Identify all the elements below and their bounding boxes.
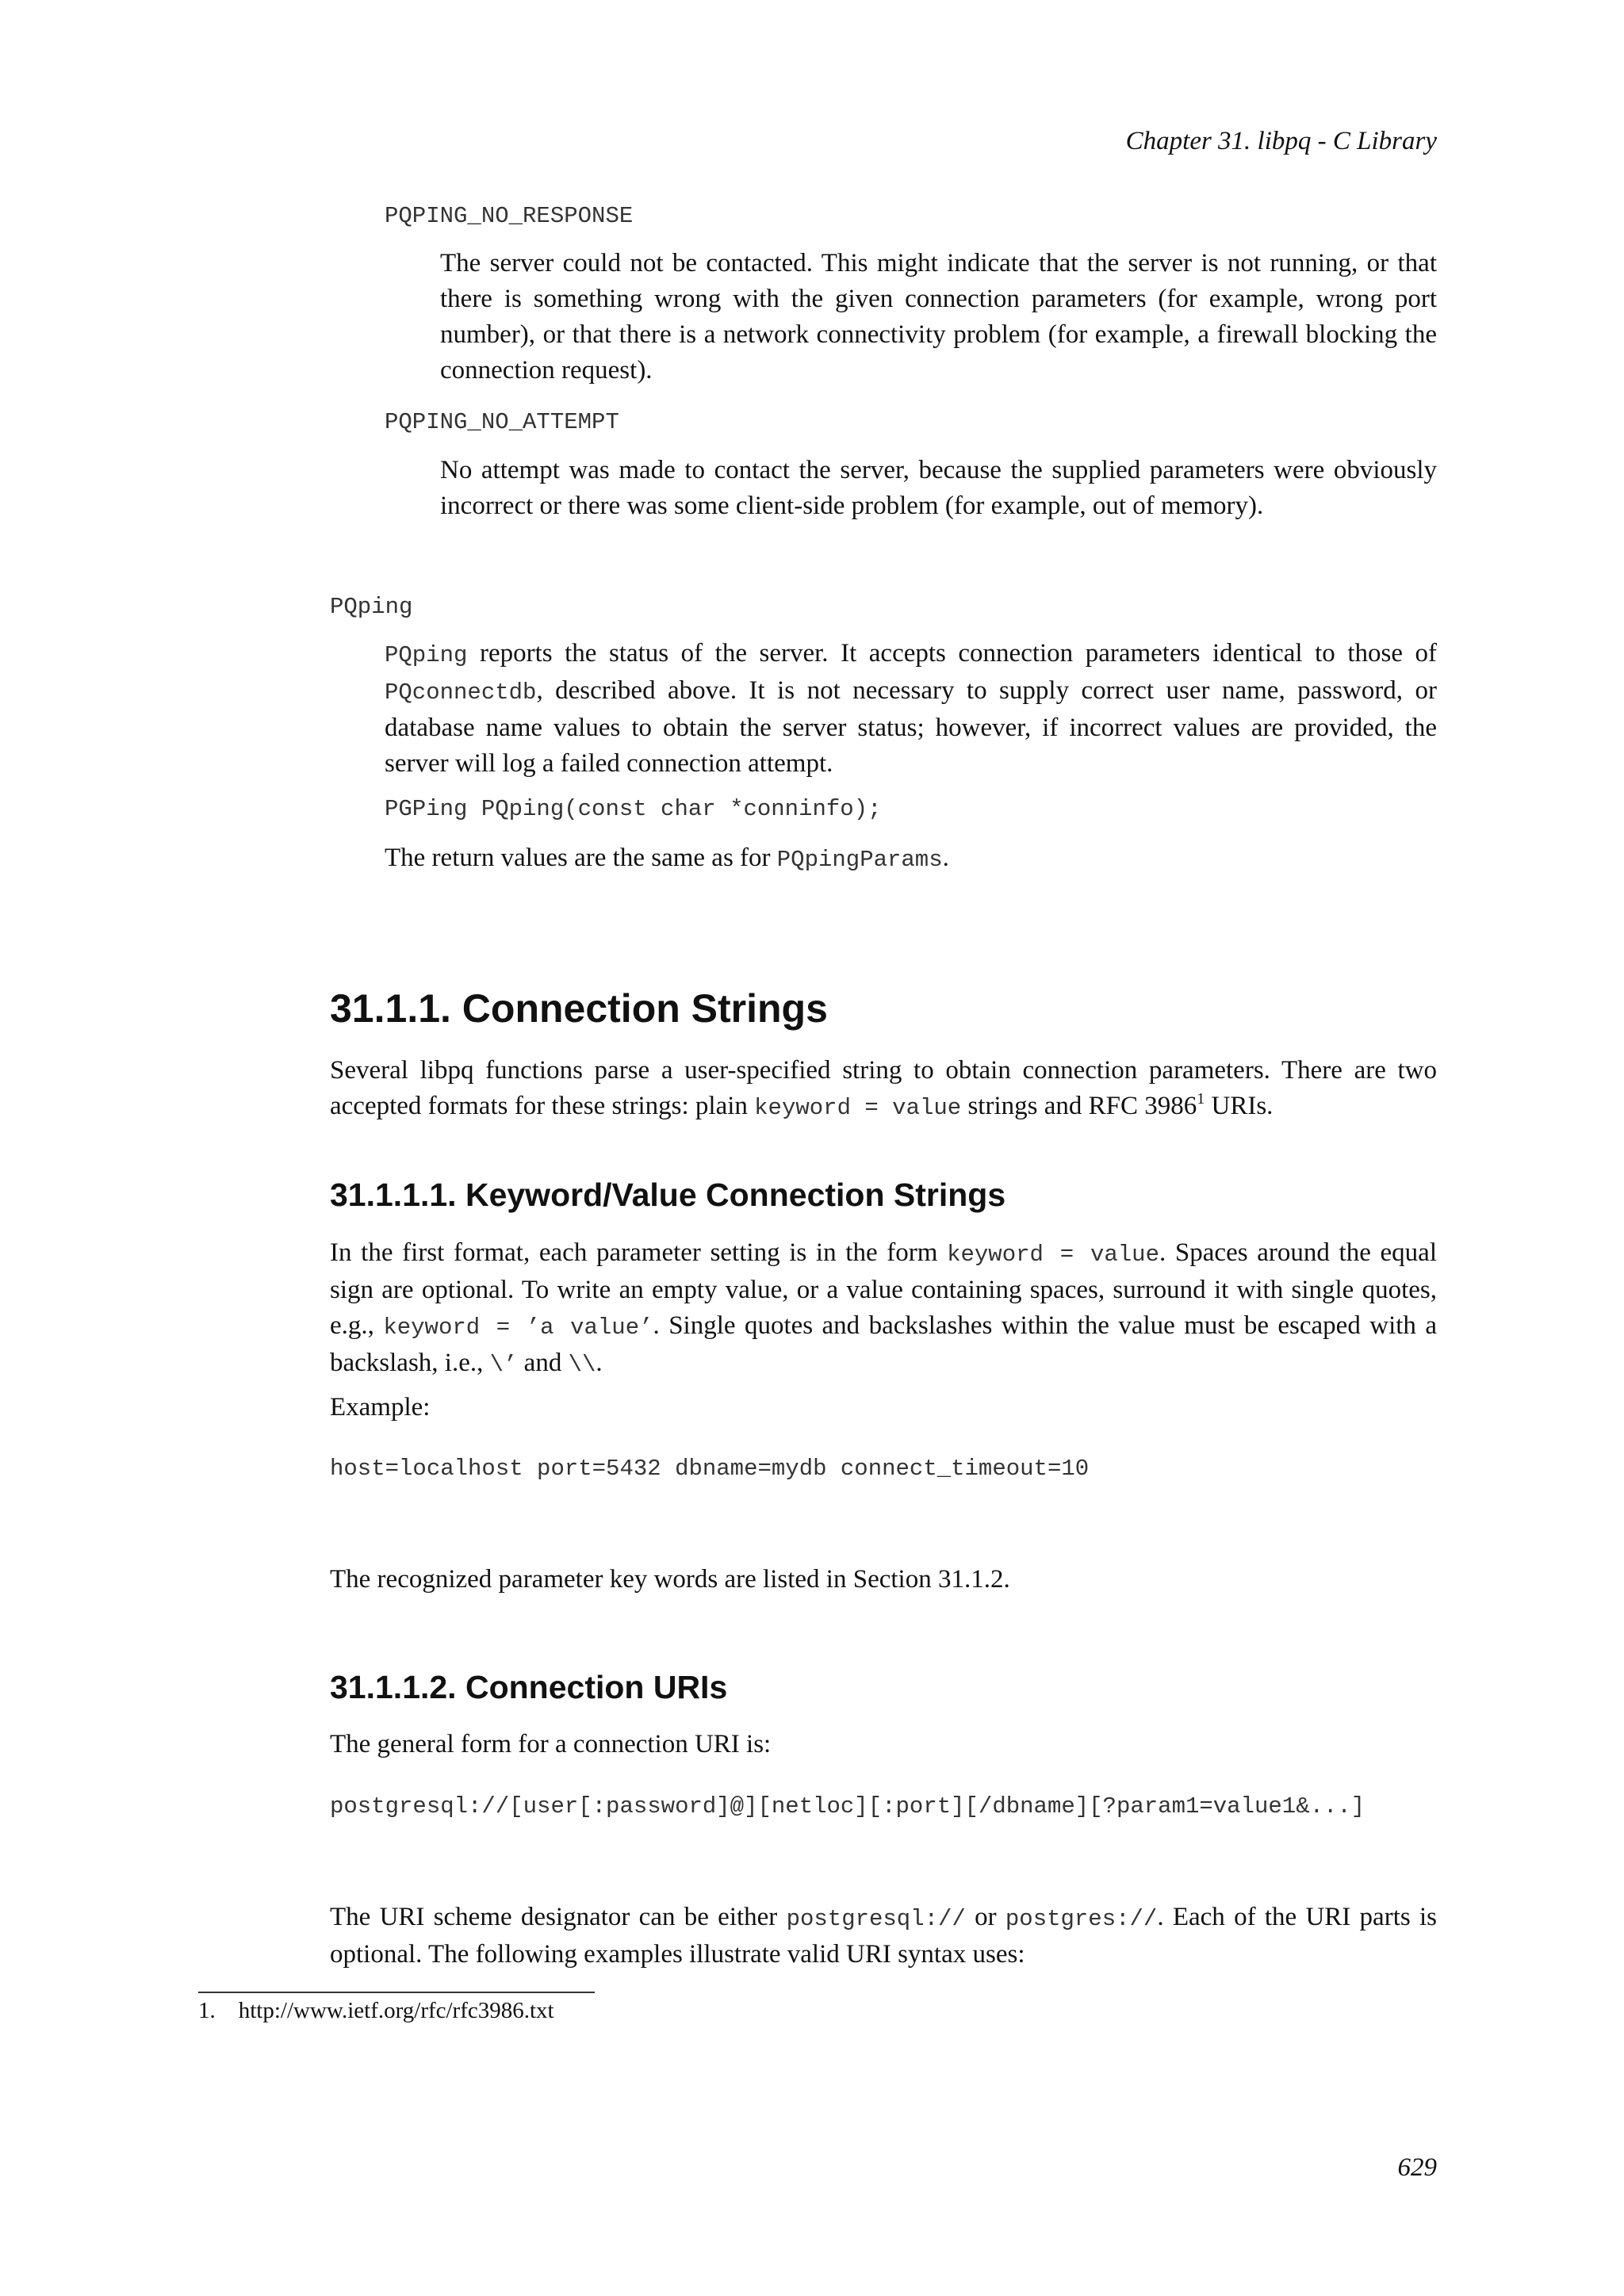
example-label: Example: [330, 1393, 431, 1422]
inline-code: PQpingParams [776, 847, 943, 873]
paragraph-pqping-return: The return values are the same as for PQpingParams. [385, 844, 949, 873]
inline-code: keyword = ’a value’ [383, 1314, 653, 1341]
inline-code: \’ [489, 1352, 518, 1378]
paragraph-uri-scheme: The URI scheme designator can be either postgresql:// or postgres://. Each of the URI parts is optional. The following examples illustrate valid URI syntax uses: [330, 1903, 1437, 1969]
footnote-text[interactable]: 1. http://www.ietf.org/rfc/rfc3986.txt [198, 1998, 554, 2023]
footnote-ref[interactable]: 1 [1197, 1090, 1205, 1108]
inline-code: \\ [568, 1352, 596, 1378]
term-pqping-no-attempt: PQPING_NO_ATTEMPT [385, 409, 619, 435]
section-heading-31-1-1-1: 31.1.1.1. Keyword/Value Connection Strings [330, 1177, 1006, 1213]
chapter-header: Chapter 31. libpq - C Library [1125, 127, 1437, 155]
inline-code: postgres:// [1005, 1906, 1158, 1932]
pqping-signature: PGPing PQping(const char *conninfo); [385, 796, 882, 822]
section-heading-31-1-1: 31.1.1. Connection Strings [330, 986, 828, 1031]
inline-code: postgresql:// [786, 1906, 966, 1932]
paragraph-pqping: PQping reports the status of the server. It accepts connection parameters identical to those of PQconnectdb, described above. It is not necessary to supply correct user name, password, or database name values to obtain the server status; however, if incorrect values are provided, the server will log a failed connection attempt. [385, 639, 1437, 778]
term-pqping-no-response: PQPING_NO_RESPONSE [385, 203, 634, 229]
page-number: 629 [1397, 2153, 1437, 2182]
paragraph-no-response: The server could not be contacted. This might indicate that the server is not running, or that there is something wrong with the given connection parameters (for example, wrong port number), or that there is a network connectivity problem (for example, a firewall blocking the connection request). [440, 249, 1437, 385]
uri-code: postgresql://[user[:password]@][netloc][:port][/dbname][?param1=value1&...] [330, 1793, 1365, 1820]
paragraph-uri-general-form: The general form for a connection URI is: [330, 1730, 772, 1758]
inline-code: keyword = value [947, 1242, 1159, 1268]
paragraph-no-attempt: No attempt was made to contact the server, because the supplied parameters were obviously incorrect or there was some client-side problem (for example, out of memory). [440, 456, 1437, 520]
section-heading-31-1-1-2: 31.1.1.2. Connection URIs [330, 1669, 728, 1705]
footnote-rule [198, 1992, 595, 1993]
example-code: host=localhost port=5432 dbname=mydb connect_timeout=10 [330, 1456, 1090, 1482]
inline-code: PQping [385, 642, 468, 668]
inline-code: keyword = value [754, 1095, 962, 1121]
paragraph-recognized-keywords: The recognized parameter key words are listed in Section 31.1.2. [330, 1565, 1010, 1594]
inline-code: PQconnectdb [385, 679, 537, 706]
term-pqping: PQping [330, 594, 413, 620]
paragraph-connection-strings: Several libpq functions parse a user-specified string to obtain connection parameters. There are two accepted formats for these strings: plain keyword = value strings and RFC 3986$^1$ URIs. [330, 1056, 1437, 1121]
paragraph-keyword-value: In the first format, each parameter setting is in the form keyword = value. Spaces around the equal sign are optional. To write an empty value, or a value containing spaces, surround it with single quotes, e.g., keyword = ’a value’. Single quotes and backslashes within the value must be escaped with a backslash, i.e., \’ and \\. [330, 1238, 1438, 1378]
